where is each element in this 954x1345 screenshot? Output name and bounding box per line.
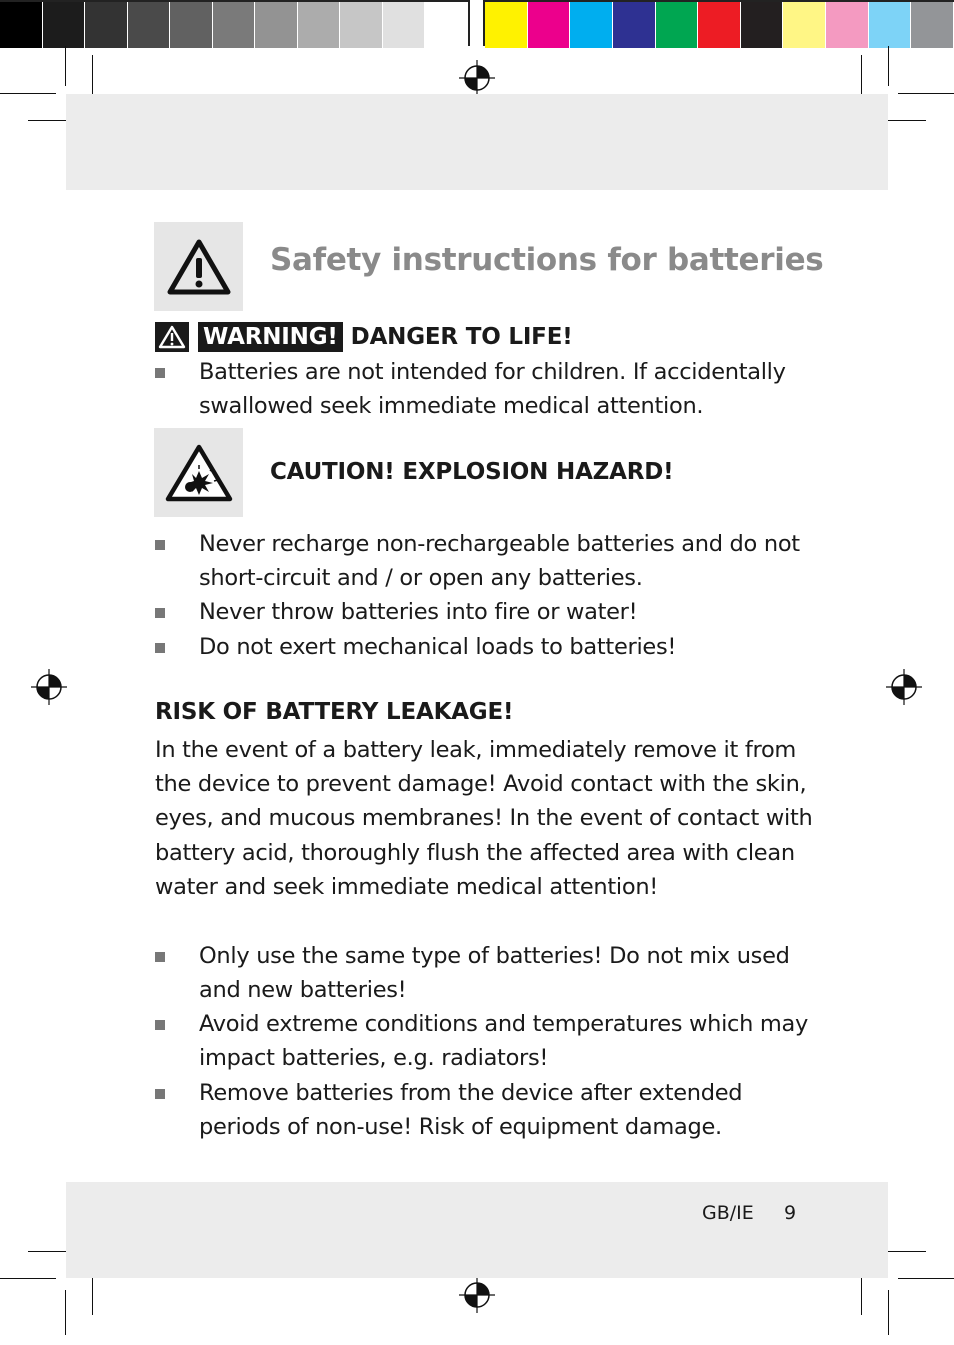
calibration-swatch (85, 2, 128, 48)
calibration-swatch (298, 2, 341, 48)
leakage-paragraph: In the event of a battery leak, immediately remove it from the device to prevent damage! Avoid contact with the skin, eyes, and mucous membranes! In the event of contact with battery acid, thoroughly flush the affected area with clean water and seek immediate medical attention! (155, 737, 813, 900)
explosion-hazard-icon (164, 443, 234, 503)
warning-line (155, 322, 573, 352)
calibration-swatch (570, 2, 613, 48)
page-title: Safety instructions for batteries (270, 242, 824, 278)
crop-mark (0, 93, 56, 94)
calibration-swatch (826, 2, 869, 48)
footer-locale: GB/IE (702, 1202, 754, 1224)
registration-mark-icon (886, 669, 922, 705)
calibration-swatch (656, 2, 699, 48)
bullet-square-icon (155, 1089, 165, 1099)
crop-mark (898, 93, 954, 94)
warning-triangle-icon (166, 238, 232, 296)
warning-triangle-icon (158, 325, 186, 349)
registration-mark-icon (459, 1277, 495, 1313)
bullet-square-icon (155, 952, 165, 962)
leakage-heading: RISK OF BATTERY LEAKAGE! (155, 699, 514, 725)
calibration-swatch (170, 2, 213, 48)
registration-mark-icon (31, 669, 67, 705)
registration-mark-icon (459, 60, 495, 96)
calibration-swatch (425, 2, 468, 48)
crop-mark (898, 1278, 954, 1279)
list-item: Do not exert mechanical loads to batteries! (155, 630, 815, 664)
calibration-swatch (741, 2, 784, 48)
explosion-icon-box (154, 428, 243, 517)
list-item: Never recharge non-rechargeable batteries and do not short-circuit and / or open any batteries. (155, 527, 815, 595)
list-item: Batteries are not intended for children. If accidentally swallowed seek immediate medical attention. (155, 355, 815, 423)
grayscale-calibration-strip (0, 0, 470, 46)
calibration-swatch (613, 2, 656, 48)
calibration-swatch (0, 2, 43, 48)
calibration-swatch (213, 2, 256, 48)
color-calibration-strip (483, 0, 954, 46)
calibration-swatch (528, 2, 571, 48)
bullet-square-icon (155, 1020, 165, 1030)
list-item: Remove batteries from the device after extended periods of non-use! Risk of equipment damage. (155, 1076, 815, 1144)
calibration-swatch (869, 2, 912, 48)
calibration-swatch (783, 2, 826, 48)
bullet-square-icon (155, 643, 165, 653)
calibration-swatch (383, 2, 426, 48)
warning-text: DANGER TO LIFE! (350, 324, 573, 350)
calibration-swatch (255, 2, 298, 48)
crop-mark (888, 46, 889, 86)
warning-label: WARNING! (198, 322, 343, 352)
calibration-swatch (128, 2, 171, 48)
page-number: 9 (784, 1202, 797, 1224)
list-item: Avoid extreme conditions and temperatures which may impact batteries, e.g. radiators! (155, 1007, 815, 1075)
calibration-swatch (911, 2, 954, 48)
warning-badge-icon-box (155, 322, 189, 352)
bullet-square-icon (155, 368, 165, 378)
calibration-swatch (485, 2, 528, 48)
warning-icon-box (154, 222, 243, 311)
calibration-swatch (340, 2, 383, 48)
crop-mark (65, 1290, 66, 1335)
header-band (66, 94, 888, 190)
crop-mark (65, 46, 66, 86)
crop-mark (0, 1278, 56, 1279)
footer-band (66, 1182, 888, 1278)
calibration-swatch (698, 2, 741, 48)
explosion-heading: CAUTION! EXPLOSION HAZARD! (270, 459, 674, 485)
bullet-square-icon (155, 608, 165, 618)
list-item: Never throw batteries into fire or water! (155, 595, 815, 629)
calibration-swatch (43, 2, 86, 48)
bullet-square-icon (155, 540, 165, 550)
list-item: Only use the same type of batteries! Do not mix used and new batteries! (155, 939, 815, 1007)
crop-mark (888, 1290, 889, 1335)
